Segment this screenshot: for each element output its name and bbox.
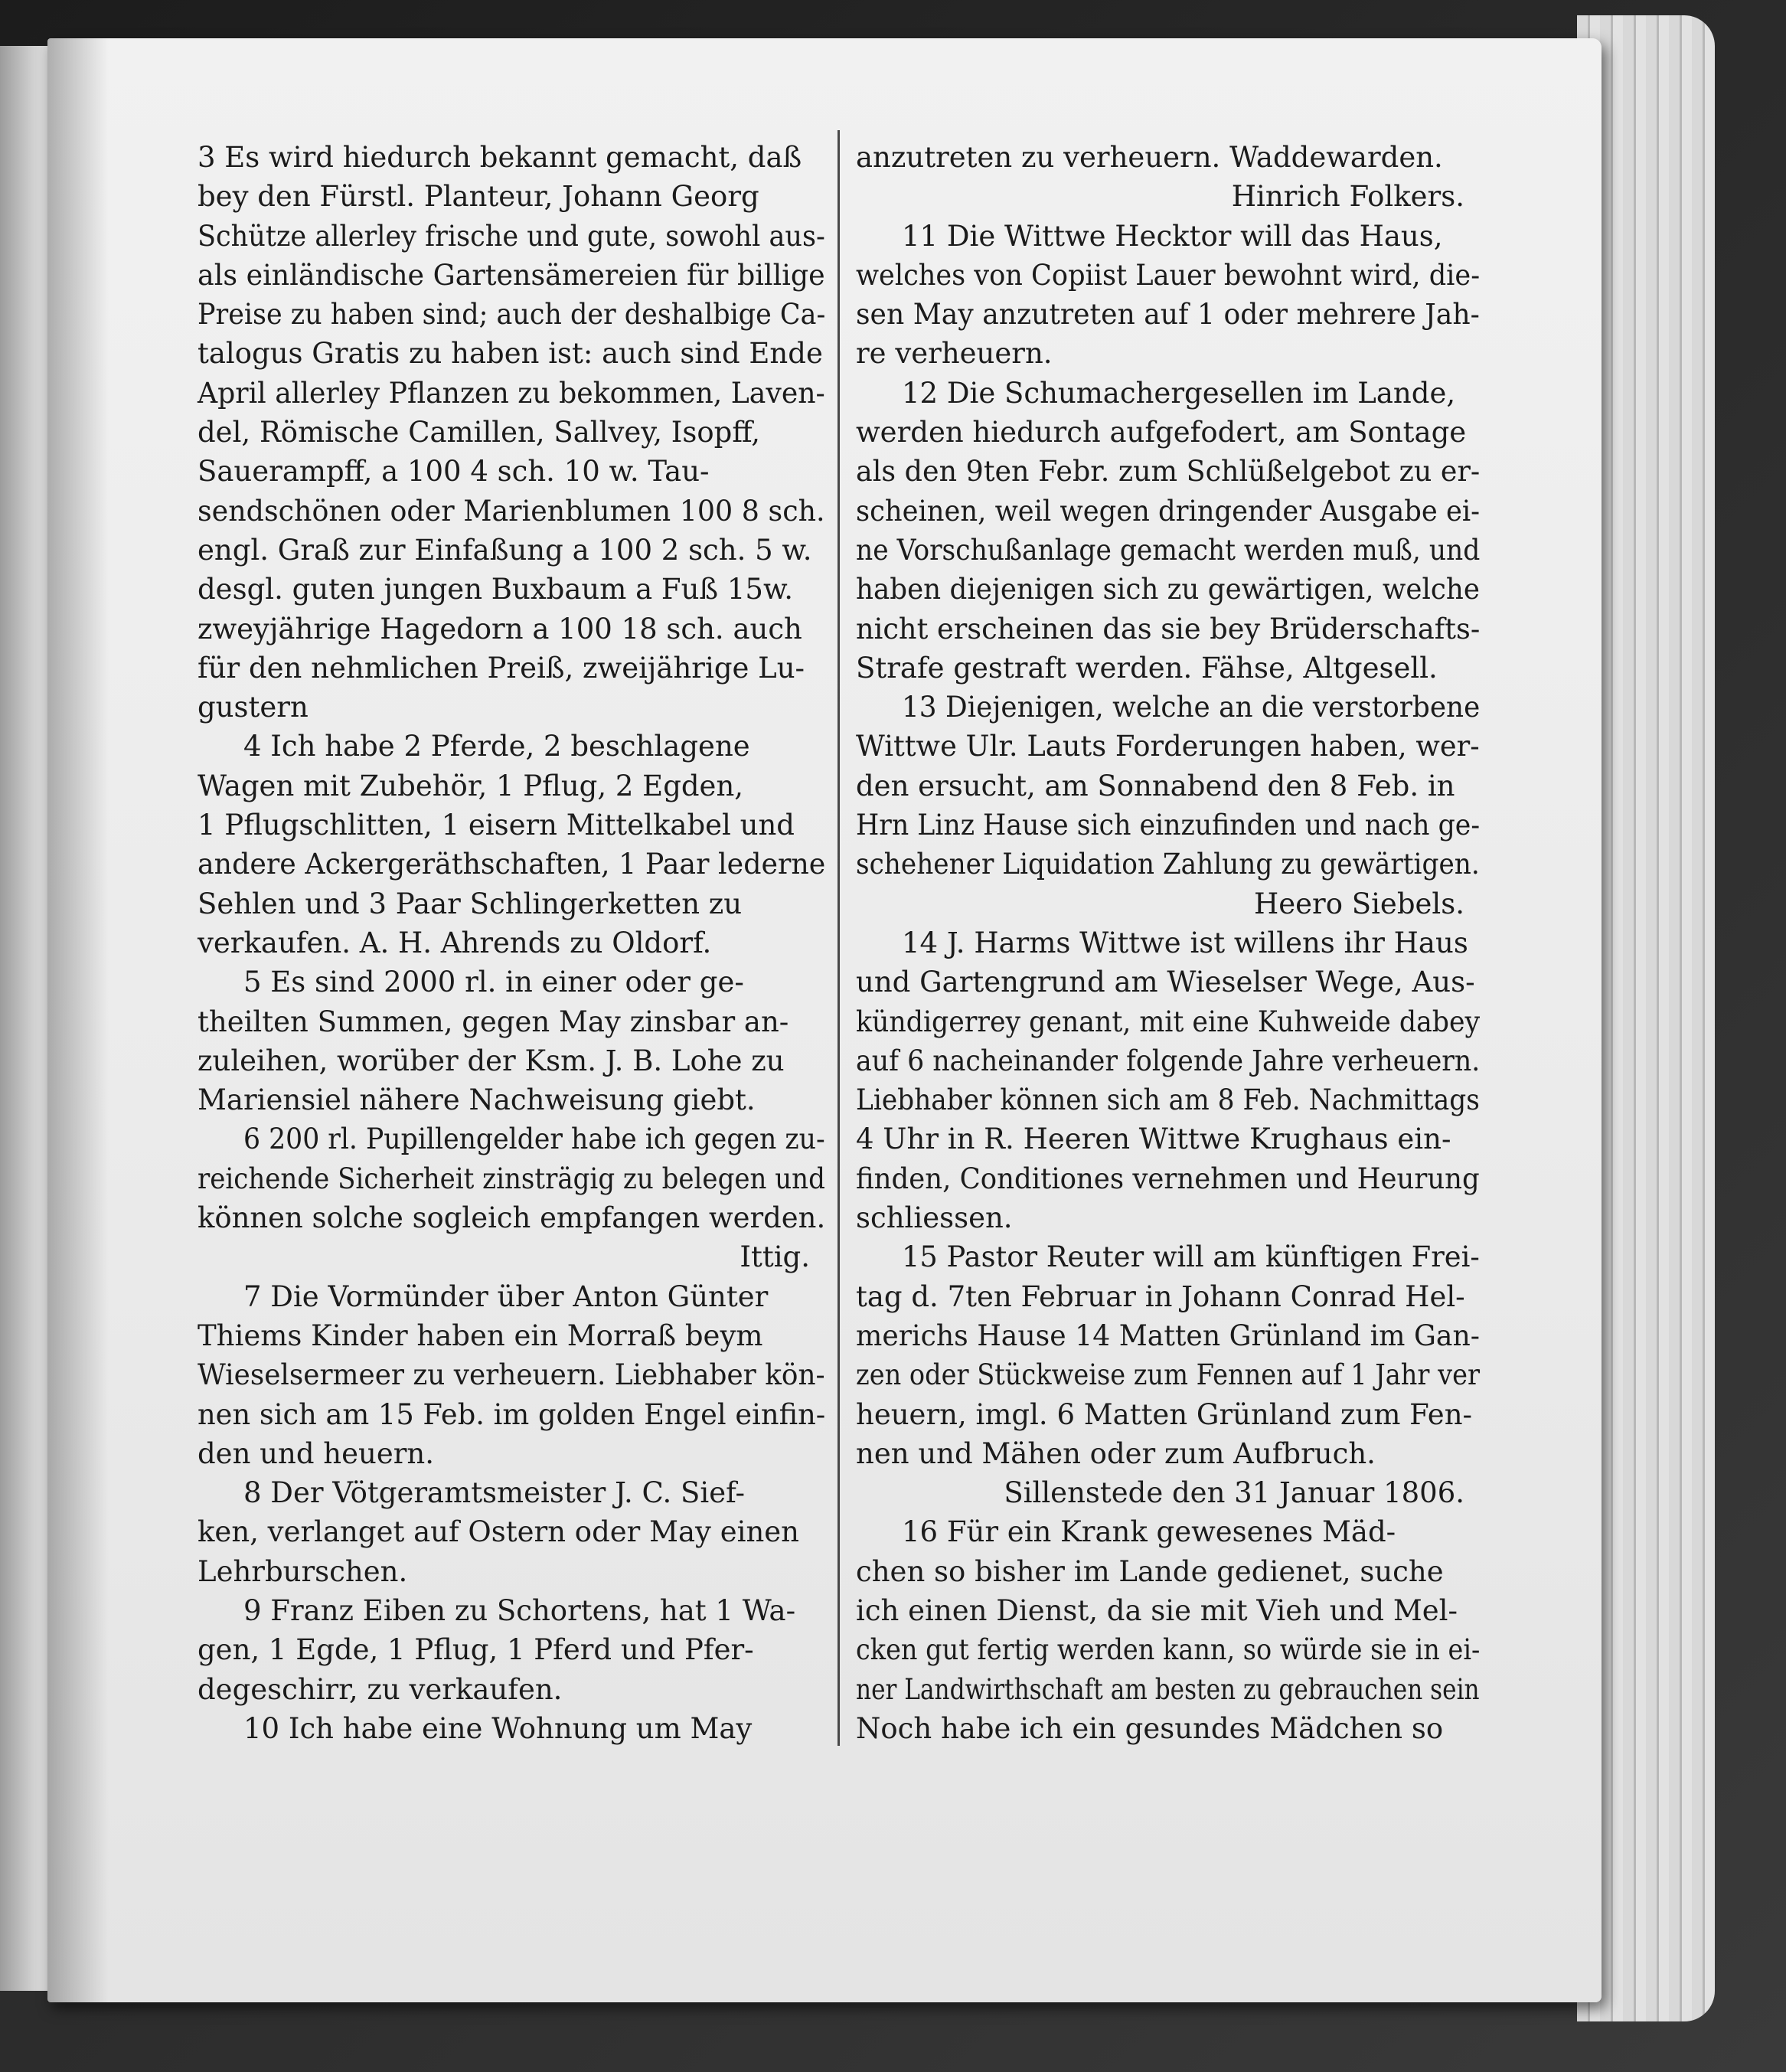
text-line: nen und Mähen oder zum Aufbruch.: [856, 1436, 1376, 1470]
text-line: tag d. 7ten Februar in Johann Conrad Hel-: [856, 1279, 1465, 1313]
text-line: del, Römische Camillen, Sallvey, Isopff,: [198, 416, 761, 449]
text-line: 10 Ich habe eine Wohnung um May: [243, 1711, 753, 1745]
text-line: werden hiedurch aufgefodert, am Sontage: [856, 416, 1467, 449]
text-line: reichende Sicherheit zinsträgig zu belegen und: [198, 1162, 825, 1195]
text-line: ner Landwirthschaft am besten zu gebrauchen sein: [856, 1672, 1480, 1706]
text-line: 8 Der Vötgeramtsmeister J. C. Sief-: [243, 1476, 746, 1510]
text-line: auf 6 nacheinander folgende Jahre verheuern.: [856, 1044, 1481, 1077]
text-line: für den nehmlichen Preiß, zweijährige Lu-: [198, 651, 805, 685]
text-line: 13 Diejenigen, welche an die verstorbene: [902, 691, 1481, 724]
text-line: nen sich am 15 Feb. im golden Engel einfin-: [198, 1397, 826, 1431]
signature-line: Hinrich Folkers.: [1231, 180, 1464, 214]
text-line: Sehlen und 3 Paar Schlingerketten zu: [198, 887, 743, 920]
text-line: als einländische Gartensämereien für billige: [198, 258, 825, 292]
text-line: finden, Conditiones vernehmen und Heurung: [856, 1162, 1480, 1195]
text-line: schehener Liquidation Zahlung zu gewärtigen.: [856, 848, 1480, 881]
text-line: verkaufen. A. H. Ahrends zu Oldorf.: [198, 926, 712, 959]
text-line: 11 Die Wittwe Hecktor will das Haus,: [902, 219, 1443, 253]
text-line: kündigerrey genant, mit eine Kuhweide dabey: [856, 1005, 1481, 1038]
text-line: Schütze allerley frische und gute, sowohl aus-: [198, 219, 825, 253]
text-line: den und heuern.: [198, 1436, 435, 1470]
text-line: gen, 1 Egde, 1 Pflug, 1 Pferd und Pfer-: [198, 1633, 754, 1667]
text-line: ne Vorschußanlage gemacht werden muß, und: [856, 533, 1481, 567]
text-line: Hrn Linz Hause sich einzufinden und nach ge-: [856, 809, 1481, 842]
text-line: zen oder Stückweise zum Fennen auf 1 Jahr ver: [856, 1358, 1481, 1392]
text-line: 4 Uhr in R. Heeren Wittwe Krughaus ein-: [856, 1123, 1451, 1156]
text-line: ich einen Dienst, da sie mit Vieh und Mel-: [856, 1593, 1458, 1627]
text-line: talogus Gratis zu haben ist: auch sind Ende: [198, 337, 823, 371]
text-line: und Gartengrund am Wieselser Wege, Aus-: [856, 966, 1475, 999]
text-line: Lehrburschen.: [198, 1554, 408, 1588]
text-line: 7 Die Vormünder über Anton Günter: [243, 1279, 769, 1313]
text-line: können solche sogleich empfangen werden.: [198, 1201, 826, 1235]
text-line: 1 Pflugschlitten, 1 eisern Mittelkabel und: [198, 809, 795, 842]
text-line: 16 Für ein Krank gewesenes Mäd-: [902, 1515, 1396, 1549]
text-line: scheinen, weil wegen dringender Ausgabe ei-: [856, 494, 1481, 528]
text-line: Sauerampff, a 100 4 sch. 10 w. Tau-: [198, 455, 710, 489]
text-line: 6 200 rl. Pupillengelder habe ich gegen zu-: [243, 1123, 825, 1156]
text-line: den ersucht, am Sonnabend den 8 Feb. in: [856, 769, 1455, 802]
text-line: 15 Pastor Reuter will am künftigen Frei-: [902, 1240, 1480, 1274]
text-line: theilten Summen, gegen May zinsbar an-: [198, 1005, 789, 1038]
text-line: Wieselsermeer zu verheuern. Liebhaber kön-: [198, 1358, 825, 1392]
binding-shadow: [47, 38, 109, 2002]
text-line: chen so bisher im Lande gedienet, suche: [856, 1554, 1444, 1588]
text-line: 14 J. Harms Wittwe ist willens ihr Haus: [902, 926, 1468, 959]
text-line: Liebhaber können sich am 8 Feb. Nachmittags: [856, 1083, 1480, 1117]
text-line: 9 Franz Eiben zu Schortens, hat 1 Wa-: [243, 1593, 796, 1627]
text-line: heuern, imgl. 6 Matten Grünland zum Fen-: [856, 1397, 1473, 1431]
text-line: 12 Die Schumachergesellen im Lande,: [902, 376, 1456, 410]
text-line: zuleihen, worüber der Ksm. J. B. Lohe zu: [198, 1044, 785, 1077]
text-line: engl. Graß zur Einfaßung a 100 2 sch. 5 w.: [198, 533, 812, 567]
signature-line: Ittig.: [740, 1240, 810, 1274]
text-line: zweyjährige Hagedorn a 100 18 sch. auch: [198, 612, 802, 645]
text-line: April allerley Pflanzen zu bekommen, Laven-: [198, 376, 825, 410]
text-line: andere Ackergeräthschaften, 1 Paar lederne: [198, 848, 826, 881]
text-line: Wittwe Ulr. Lauts Forderungen haben, wer-: [856, 730, 1480, 763]
text-line: nicht erscheinen das sie bey Brüderschafts-: [856, 612, 1481, 645]
text-line: ken, verlanget auf Ostern oder May einen: [198, 1515, 799, 1549]
text-line: gustern: [198, 691, 309, 724]
text-line: haben diejenigen sich zu gewärtigen, welche: [856, 573, 1480, 606]
right-column: [856, 138, 1480, 1748]
text-line: 5 Es sind 2000 rl. in einer oder ge-: [243, 966, 744, 999]
dateline: Sillenstede den 31 Januar 1806.: [1004, 1476, 1464, 1510]
text-line: als den 9ten Febr. zum Schlüßelgebot zu er-: [856, 455, 1481, 489]
column-divider: [837, 130, 840, 1746]
text-line: anzutreten zu verheuern. Waddewarden.: [856, 141, 1443, 174]
text-line: Preise zu haben sind; auch der deshalbige Ca-: [198, 298, 826, 332]
text-line: Noch habe ich ein gesundes Mädchen so: [856, 1711, 1444, 1745]
text-line: schliessen.: [856, 1201, 1013, 1235]
left-column: [198, 138, 825, 1748]
text-line: 4 Ich habe 2 Pferde, 2 beschlagene: [243, 730, 750, 763]
text-line: degeschirr, zu verkaufen.: [198, 1672, 563, 1706]
text-line: sen May anzutreten auf 1 oder mehrere Jah-: [856, 298, 1480, 332]
text-line: re verheuern.: [856, 337, 1053, 371]
text-line: Thiems Kinder haben ein Morraß beym: [198, 1319, 763, 1352]
text-line: Strafe gestraft werden. Fähse, Altgesell.: [856, 651, 1438, 685]
text-line: merichs Hause 14 Matten Grünland im Gan-: [856, 1319, 1480, 1352]
signature-line: Heero Siebels.: [1253, 887, 1464, 920]
text-line: welches von Copiist Lauer bewohnt wird, die-: [856, 258, 1481, 292]
text-line: 3 Es wird hiedurch bekannt gemacht, daß: [198, 141, 802, 174]
text-line: Mariensiel nähere Nachweisung giebt.: [198, 1083, 756, 1117]
text-line: sendschönen oder Marienblumen 100 8 sch.: [198, 494, 825, 528]
text-line: desgl. guten jungen Buxbaum a Fuß 15w.: [198, 573, 794, 606]
text-line: Wagen mit Zubehör, 1 Pflug, 2 Egden,: [198, 769, 744, 802]
text-line: bey den Fürstl. Planteur, Johann Georg: [198, 180, 759, 214]
text-line: cken gut fertig werden kann, so würde sie in ei-: [856, 1633, 1481, 1667]
